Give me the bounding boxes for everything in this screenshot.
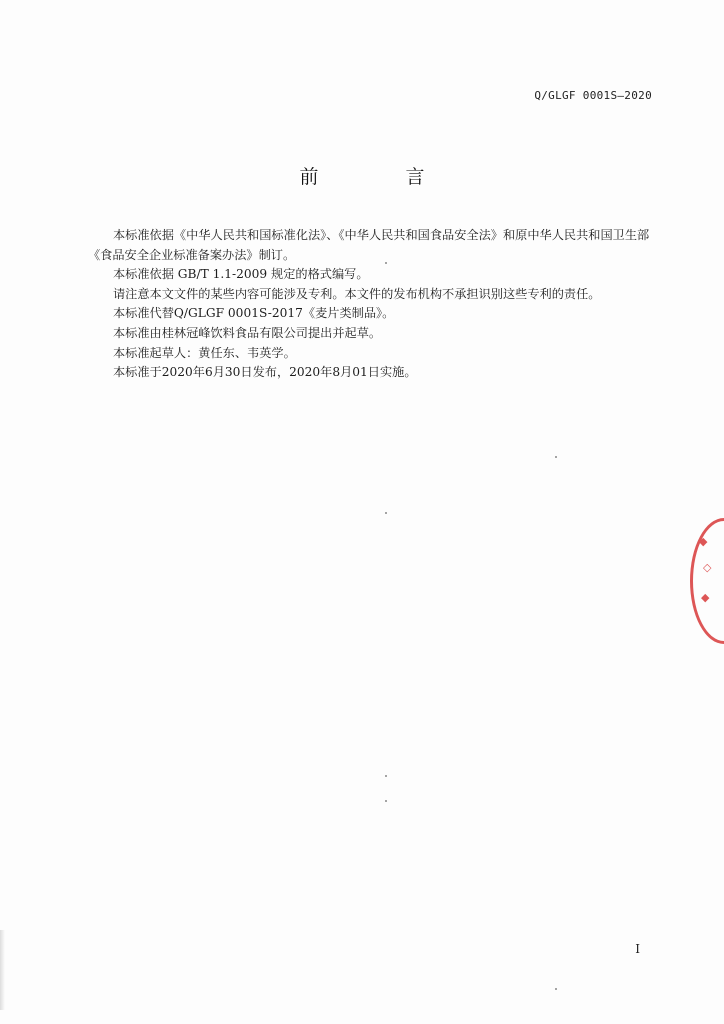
paragraph-patent-notice: 请注意本文文件的某些内容可能涉及专利。本文件的发布机构不承担识别这些专利的责任。 <box>113 286 601 301</box>
scan-speck <box>555 456 557 458</box>
paragraph-drafting-org: 本标准由桂林冠峰饮料食品有限公司提出并起草。 <box>113 325 382 340</box>
scan-speck <box>385 775 387 777</box>
foreword-body <box>88 226 660 383</box>
page-number: I <box>635 942 640 956</box>
scan-speck <box>555 988 557 990</box>
standard-code: Q/GLGF 0001S—2020 <box>534 89 652 102</box>
scan-speck <box>385 262 387 264</box>
paragraph-format: 本标准依据 GB/T 1.1-2009 规定的格式编写。 <box>113 267 369 282</box>
scan-speck <box>385 800 387 802</box>
seal-mark: ◆ <box>701 591 710 604</box>
company-seal-stamp <box>690 518 724 644</box>
seal-mark: ◆ <box>699 535 708 548</box>
paragraph-dates: 本标准于2020年6月30日发布，2020年8月01日实施。 <box>113 365 417 380</box>
page-title: 前 言 <box>299 166 459 188</box>
paragraph-replaces: 本标准代替Q/GLGF 0001S-2017《麦片类制品》。 <box>113 306 395 321</box>
seal-mark: ◇ <box>703 561 712 574</box>
scan-edge-shadow <box>0 930 5 1010</box>
scan-speck <box>385 512 387 514</box>
paragraph-drafters: 本标准起草人：黄任东、韦英学。 <box>113 345 296 360</box>
paragraph-basis: 本标准依据《中华人民共和国标准化法》、《中华人民共和国食品安全法》和原中华人民共和国卫生部《食品安全企业标准备案办法》制订。 <box>88 228 650 262</box>
